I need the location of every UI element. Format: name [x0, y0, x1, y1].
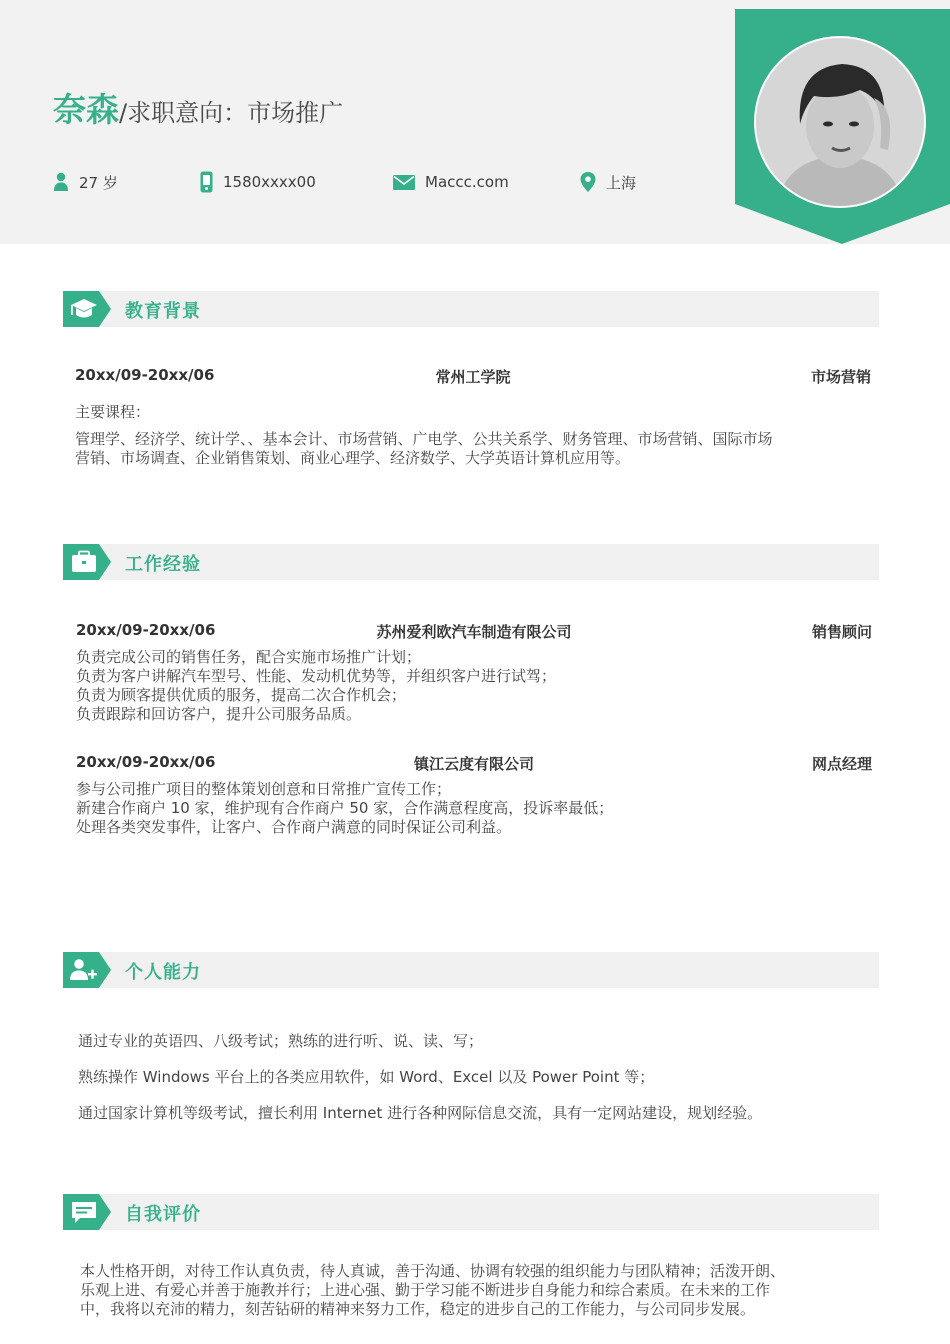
phone-icon: [200, 171, 213, 193]
section-education: [63, 291, 879, 327]
duty-line: 参与公司推广项目的整体策划创意和日常推广宣传工作；: [76, 780, 452, 798]
self-eval-line: 中，我将以充沛的精力，刻苦钻研的精神来努力工作，稳定的进步自己的工作能力，与公司同步发展。: [80, 1300, 756, 1318]
section-title-work: 工作经验: [125, 554, 201, 575]
work-role: 网点经理: [811, 755, 872, 773]
duty-line: 新建合作商户 10 家，维护现有合作商户 50 家，合作满意程度高，投诉率最低；: [76, 799, 614, 817]
section-self-eval: [63, 1194, 879, 1230]
duty-line: 负责为顾客提供优质的服务，提高二次合作机会；: [76, 686, 407, 704]
email-text: Maccc.com: [425, 173, 509, 191]
work-date: 20xx/09-20xx/06: [76, 753, 216, 771]
contact-email: [393, 171, 509, 193]
duty-line: 处理各类突发事件，让客户、合作商户满意的同时保证公司利益。: [76, 818, 512, 836]
skill-item: 通过国家计算机等级考试，擅长利用 Internet 进行各种网际信息交流，具有一定网站建设，规划经验。: [78, 1104, 763, 1122]
location-text: 上海: [606, 173, 637, 192]
comment-icon: [63, 1194, 111, 1230]
section-title-self-eval: 自我评价: [125, 1204, 201, 1225]
self-eval-line: 乐观上进、有爱心并善于施教并行；上进心强、勤于学习能不断进步自身能力和综合素质。在未来的工作: [80, 1281, 771, 1299]
self-eval-text: [80, 1262, 880, 1319]
title-separator: /: [119, 99, 128, 127]
courses-line: 营销、市场调查、企业销售策划、商业心理学、经济数学、大学英语计算机应用等。: [75, 449, 631, 467]
mail-icon: [393, 175, 415, 190]
section-title-education: 教育背景: [125, 301, 201, 322]
work-role: 销售顾问: [811, 623, 872, 641]
profile-photo: [754, 36, 926, 208]
contact-location: [580, 171, 636, 193]
contact-phone: [200, 171, 316, 193]
work-duties-1: [76, 648, 876, 724]
add-user-icon: [63, 952, 111, 988]
courses-line: 管理学、经济学、统计学、、基本会计、市场营销、广电学、公共关系学、财务管理、市场营销、国际市场: [75, 430, 773, 448]
work-company: 苏州爱利欧汽车制造有限公司: [376, 623, 572, 641]
section-work: [63, 544, 879, 580]
duty-line: 负责跟踪和回访客户，提升公司服务品质。: [76, 705, 362, 723]
work-entry-2: [76, 753, 872, 775]
section-title-skills: 个人能力: [125, 962, 201, 983]
education-date: 20xx/09-20xx/06: [75, 366, 215, 384]
education-courses-label: 主要课程：: [75, 403, 151, 421]
education-entry: [75, 366, 871, 388]
phone-text: 1580xxxx00: [223, 173, 316, 191]
location-pin-icon: [580, 172, 596, 192]
education-courses: [75, 430, 875, 468]
briefcase-icon: [63, 544, 111, 580]
education-major: 市场营销: [810, 368, 871, 386]
self-eval-line: 本人性格开朗，对待工作认真负责，待人真诚，善于沟通、协调有较强的组织能力与团队精神；活泼开朗、: [80, 1262, 786, 1280]
contact-age: [53, 171, 118, 193]
person-icon: [53, 172, 69, 192]
section-skills: [63, 952, 879, 988]
work-date: 20xx/09-20xx/06: [76, 621, 216, 639]
work-entry-1: [76, 621, 872, 643]
graduation-cap-icon: [63, 291, 111, 327]
age-text: 27 岁: [79, 173, 118, 192]
education-school: 常州工学院: [435, 368, 511, 386]
title-prefix: 求职意向：: [127, 99, 248, 127]
work-duties-2: [76, 780, 876, 837]
candidate-name: 奈森: [53, 90, 119, 129]
job-target: 市场推广: [247, 99, 344, 127]
duty-line: 负责为客户讲解汽车型号、性能、发动机优势等，并组织客户进行试驾；: [76, 667, 557, 685]
duty-line: 负责完成公司的销售任务，配合实施市场推广计划；: [76, 648, 422, 666]
skill-item: 熟练操作 Windows 平台上的各类应用软件，如 Word、Excel 以及 Power Point 等；: [78, 1068, 655, 1086]
skill-item: 通过专业的英语四、八级考试；熟练的进行听、说、读、写；: [78, 1032, 484, 1050]
page-title: [53, 84, 343, 131]
work-company: 镇江云度有限公司: [413, 755, 534, 773]
